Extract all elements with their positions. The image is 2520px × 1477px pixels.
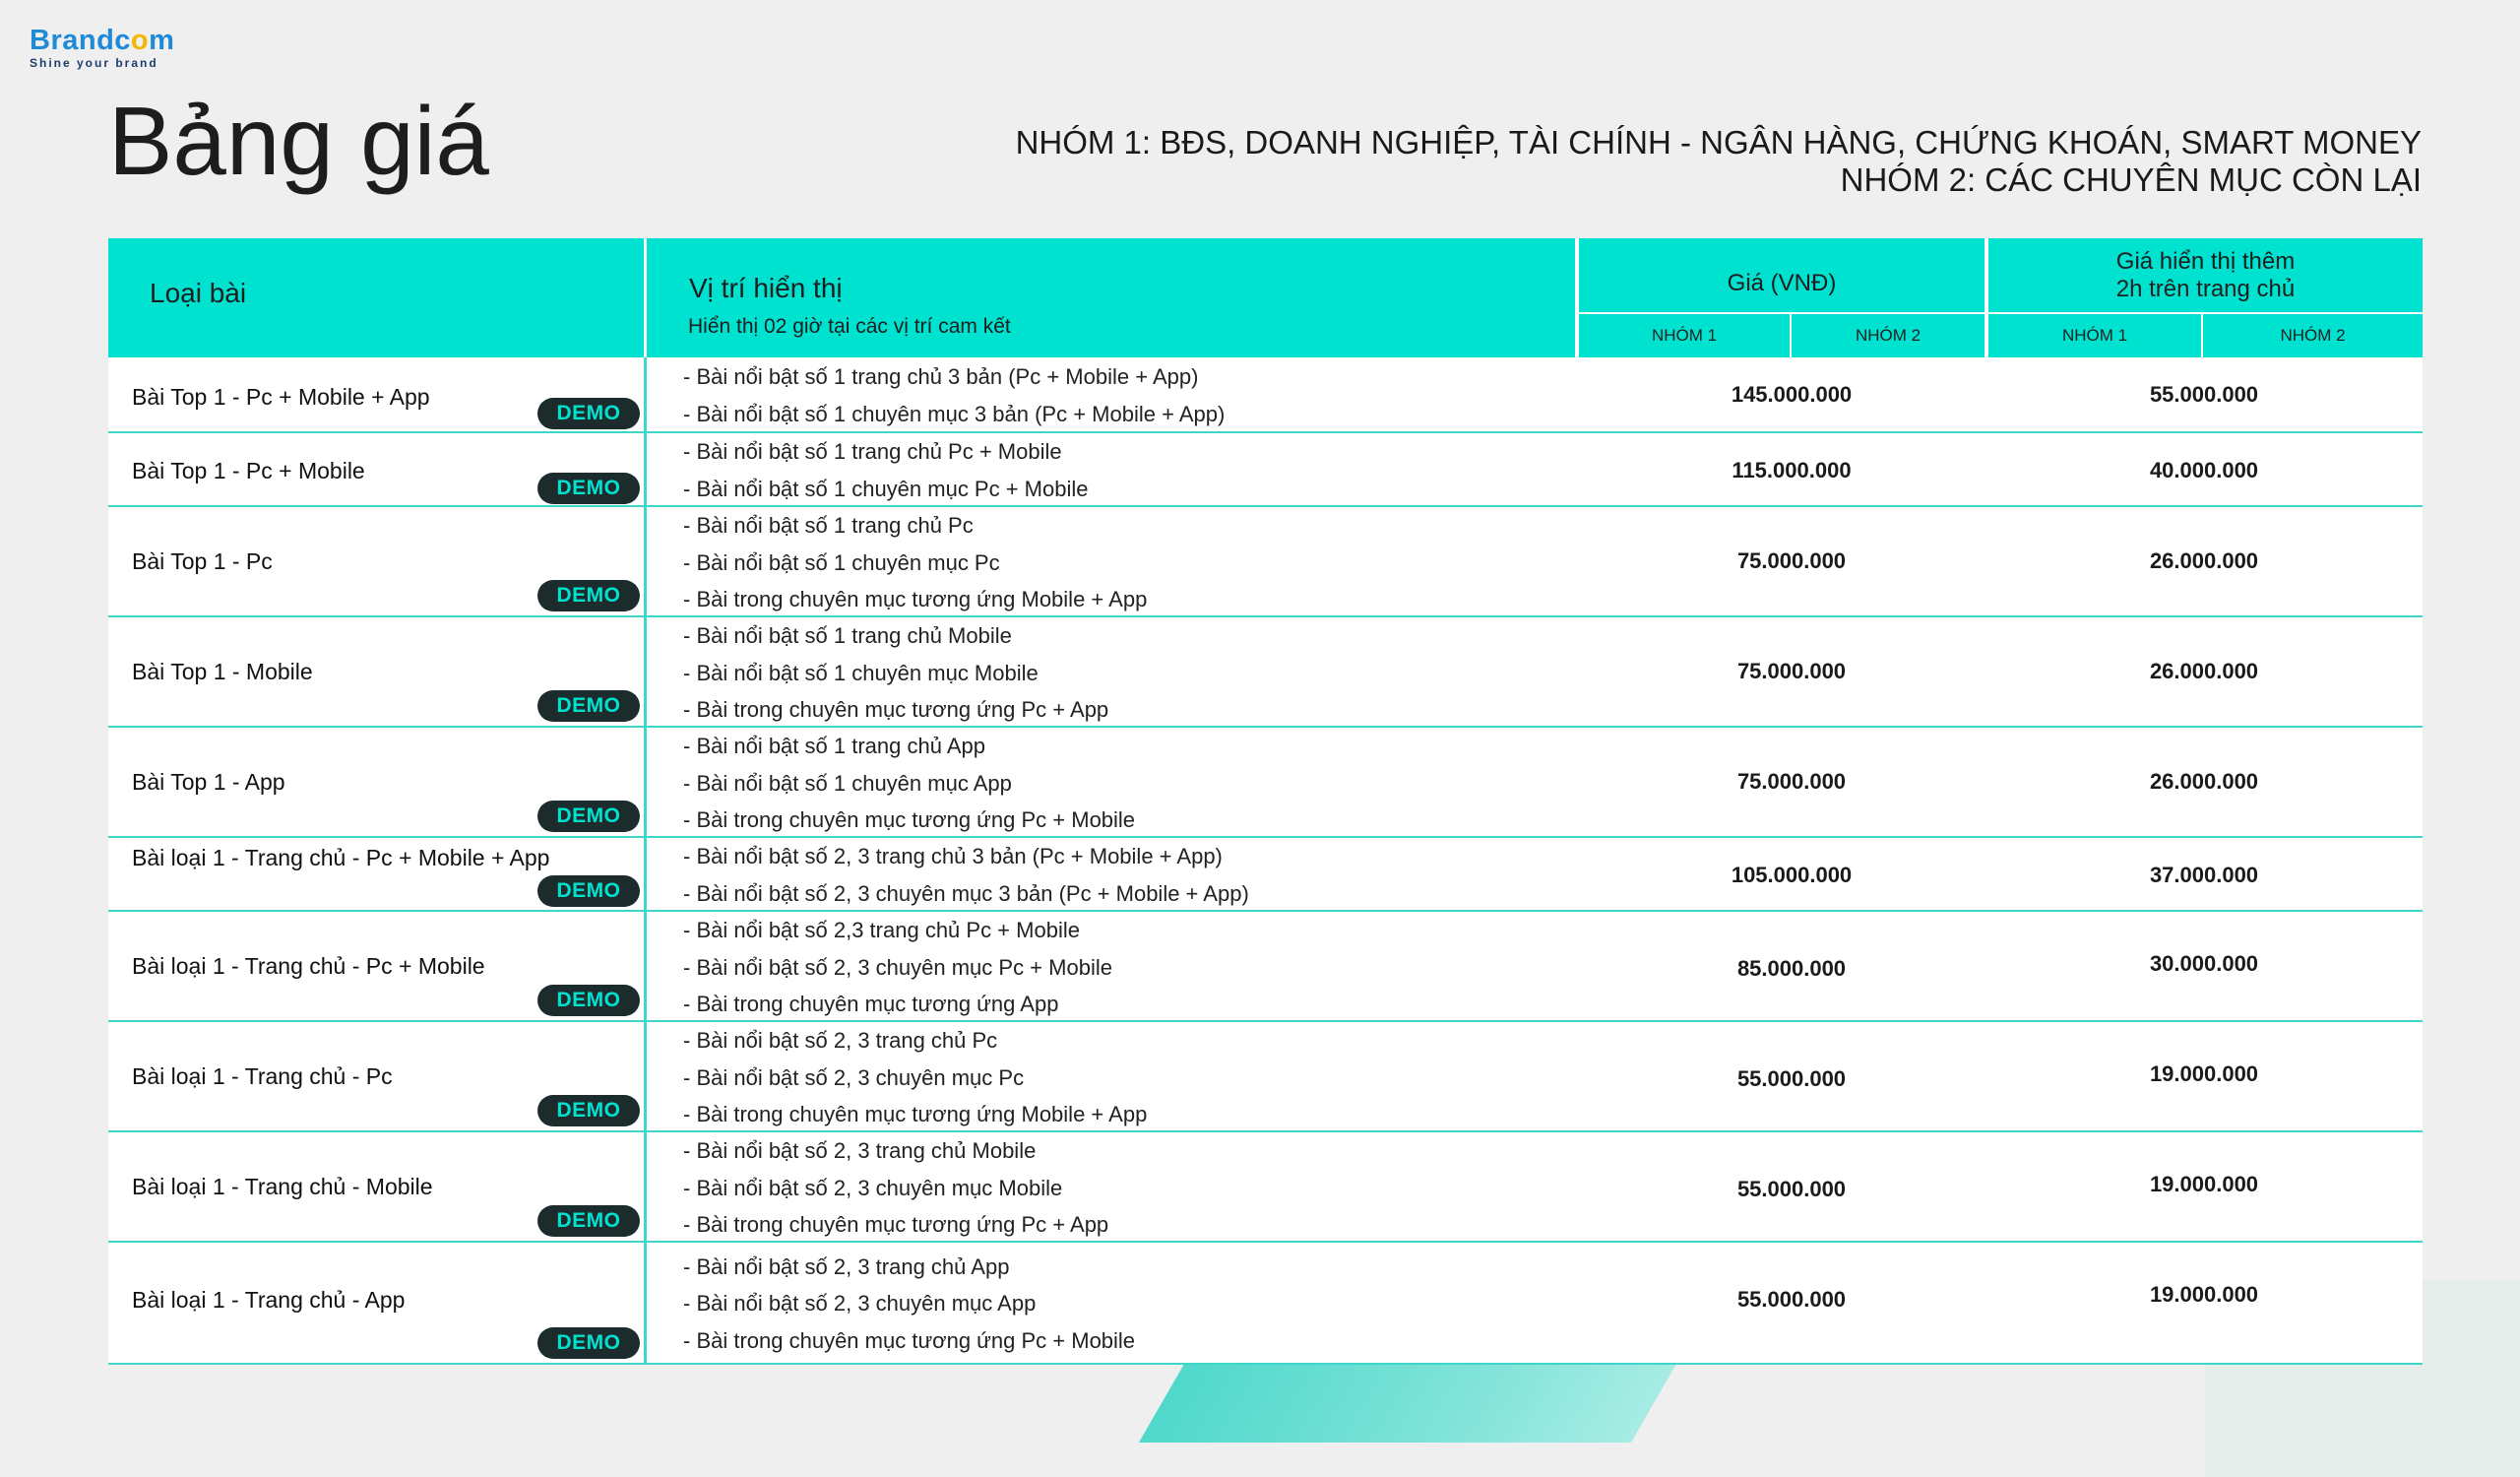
- row-type-label: Bài loại 1 - Trang chủ - Pc: [132, 1063, 393, 1089]
- row-type-label: Bài loại 1 - Trang chủ - App: [132, 1287, 406, 1313]
- position-line: - Bài trong chuyên mục tương ứng Mobile + App: [683, 587, 1148, 611]
- row-positions: [683, 912, 1112, 1023]
- header-position-subtitle: Hiển thị 02 giờ tại các vị trí cam kết: [688, 315, 1011, 338]
- row-positions: [683, 838, 1249, 912]
- header-extra-group2: NHÓM 2: [2280, 326, 2346, 345]
- header-position: Vị trí hiển thị: [689, 273, 843, 303]
- row-type-label: Bài Top 1 - Pc + Mobile + App: [132, 384, 430, 410]
- price-table: [108, 238, 2423, 1365]
- row-price: 115.000.000: [1732, 458, 1852, 482]
- position-line: - Bài nổi bật số 2,3 trang chủ Pc + Mobile: [683, 918, 1080, 942]
- table-row: [108, 1243, 2423, 1365]
- demo-button[interactable]: DEMO: [537, 690, 640, 722]
- row-positions: [683, 433, 1089, 507]
- position-line: - Bài nổi bật số 2, 3 trang chủ Pc: [683, 1028, 998, 1053]
- row-type-label: Bài Top 1 - Pc + Mobile: [132, 458, 365, 483]
- row-price: 75.000.000: [1736, 548, 1847, 573]
- table-row: [108, 433, 2423, 507]
- position-line: - Bài nổi bật số 1 trang chủ App: [683, 734, 985, 758]
- row-extra-price: 30.000.000: [2149, 951, 2259, 976]
- row-type-label: Bài Top 1 - Pc: [132, 548, 273, 574]
- row-type-label: Bài Top 1 - App: [132, 769, 285, 795]
- position-line: - Bài trong chuyên mục tương ứng Mobile + App: [683, 1102, 1148, 1126]
- row-extra-price: 40.000.000: [2149, 458, 2259, 482]
- position-line: - Bài nổi bật số 2, 3 trang chủ App: [683, 1253, 1010, 1279]
- row-price: 55.000.000: [1736, 1066, 1847, 1091]
- row-extra-price: 19.000.000: [2149, 1172, 2259, 1196]
- position-line: - Bài trong chuyên mục tương ứng Pc + Mobile: [683, 807, 1136, 832]
- row-extra-price: 55.000.000: [2149, 382, 2259, 407]
- row-price: 85.000.000: [1736, 956, 1847, 981]
- header-extra: [1988, 248, 2423, 303]
- row-positions: [683, 1132, 1108, 1244]
- table-row: [108, 728, 2423, 838]
- row-positions: [683, 358, 1225, 432]
- position-line: - Bài nổi bật số 1 chuyên mục App: [683, 770, 1012, 796]
- row-extra-price: 26.000.000: [2149, 769, 2259, 794]
- position-line: - Bài nổi bật số 1 chuyên mục Pc: [683, 549, 1000, 575]
- group-2-description: NHÓM 2: CÁC CHUYÊN MỤC CÒN LẠI: [1840, 161, 2422, 198]
- row-extra-price: 37.000.000: [2149, 863, 2259, 887]
- position-line: - Bài nổi bật số 2, 3 chuyên mục App: [683, 1291, 1037, 1316]
- header-extra-cell: [1988, 238, 2423, 357]
- position-line: - Bài nổi bật số 1 trang chủ Mobile: [683, 623, 1012, 648]
- table-row: [108, 1132, 2423, 1243]
- row-price: 55.000.000: [1736, 1287, 1847, 1312]
- demo-button[interactable]: DEMO: [537, 1327, 640, 1359]
- header-price-group2: NHÓM 2: [1855, 326, 1922, 345]
- demo-button[interactable]: DEMO: [537, 473, 640, 504]
- row-type-label: Bài loại 1 - Trang chủ - Pc + Mobile: [132, 953, 485, 979]
- header-price: Giá (VNĐ): [1727, 270, 1837, 296]
- position-line: - Bài nổi bật số 2, 3 chuyên mục Pc: [683, 1064, 1025, 1090]
- table-row: [108, 507, 2423, 617]
- demo-button[interactable]: DEMO: [537, 580, 640, 611]
- header-position-cell: [647, 238, 1575, 357]
- position-line: - Bài nổi bật số 2, 3 trang chủ Mobile: [683, 1138, 1037, 1163]
- row-type-label: Bài loại 1 - Trang chủ - Pc + Mobile + App: [132, 845, 550, 870]
- position-line: - Bài nổi bật số 2, 3 trang chủ 3 bản (Pc + Mobile + App): [683, 844, 1223, 868]
- row-extra-price: 26.000.000: [2149, 659, 2259, 683]
- demo-button[interactable]: DEMO: [537, 875, 640, 907]
- row-positions: [683, 507, 1147, 618]
- position-line: - Bài nổi bật số 1 trang chủ Pc: [683, 513, 974, 538]
- demo-button[interactable]: DEMO: [537, 1205, 640, 1237]
- row-type-label: Bài loại 1 - Trang chủ - Mobile: [132, 1174, 433, 1199]
- position-line: - Bài nổi bật số 2, 3 chuyên mục Mobile: [683, 1175, 1063, 1200]
- row-price: 105.000.000: [1731, 863, 1853, 887]
- table-row: [108, 617, 2423, 728]
- position-line: - Bài trong chuyên mục tương ứng Pc + Mobile: [683, 1327, 1136, 1353]
- row-positions: [683, 1022, 1147, 1133]
- position-line: - Bài nổi bật số 1 chuyên mục 3 bản (Pc + Mobile + App): [683, 401, 1226, 426]
- row-price: 145.000.000: [1731, 382, 1853, 407]
- position-line: - Bài trong chuyên mục tương ứng Pc + App: [683, 697, 1109, 722]
- table-row: [108, 357, 2423, 433]
- brand-name: Brandcom: [30, 25, 175, 56]
- position-line: - Bài nổi bật số 1 trang chủ Pc + Mobile: [683, 439, 1062, 464]
- row-price: 75.000.000: [1736, 769, 1847, 794]
- row-extra-price: 19.000.000: [2149, 1061, 2259, 1086]
- row-type-label: Bài Top 1 - Mobile: [132, 659, 313, 684]
- position-line: - Bài nổi bật số 1 trang chủ 3 bản (Pc + Mobile + App): [683, 364, 1199, 389]
- row-extra-price: 19.000.000: [2149, 1282, 2259, 1307]
- table-row: [108, 1022, 2423, 1132]
- group-legend: [1016, 124, 2422, 199]
- background-teal-stripe: [1139, 1364, 1676, 1443]
- row-price: 75.000.000: [1736, 659, 1847, 683]
- header-extra-group1: NHÓM 1: [2061, 326, 2128, 345]
- brand-logo: [30, 26, 174, 70]
- position-line: - Bài nổi bật số 1 chuyên mục Mobile: [683, 660, 1039, 685]
- position-line: - Bài nổi bật số 2, 3 chuyên mục Pc + Mobile: [683, 954, 1112, 980]
- demo-button[interactable]: DEMO: [537, 985, 640, 1016]
- demo-button[interactable]: DEMO: [537, 1095, 640, 1126]
- header-price-group1: NHÓM 1: [1651, 326, 1718, 345]
- table-row: [108, 838, 2423, 912]
- row-positions: [683, 1249, 1135, 1360]
- header-type-cell: [108, 238, 644, 357]
- table-row: [108, 912, 2423, 1022]
- row-positions: [683, 728, 1135, 839]
- header-extra-line1: Giá hiển thị thêm: [2115, 248, 2296, 275]
- row-price: 55.000.000: [1736, 1177, 1847, 1201]
- header-price-cell: [1579, 238, 1984, 357]
- group-1-description: NHÓM 1: BĐS, DOANH NGHIỆP, TÀI CHÍNH - NGÂN HÀNG, CHỨNG KHOÁN, SMART MONEY: [1015, 124, 2422, 161]
- header-type: Loại bài: [150, 278, 247, 308]
- brand-tagline: Shine your brand: [30, 56, 158, 70]
- position-line: - Bài trong chuyên mục tương ứng Pc + App: [683, 1212, 1109, 1237]
- position-line: - Bài nổi bật số 2, 3 chuyên mục 3 bản (Pc + Mobile + App): [683, 880, 1249, 906]
- row-positions: [683, 617, 1108, 729]
- position-line: - Bài trong chuyên mục tương ứng App: [683, 992, 1059, 1016]
- demo-button[interactable]: DEMO: [537, 801, 640, 832]
- page-title: Bảng giá: [108, 87, 489, 195]
- position-line: - Bài nổi bật số 1 chuyên mục Pc + Mobile: [683, 476, 1089, 501]
- header-extra-line2: 2h trên trang chủ: [2115, 276, 2296, 302]
- row-extra-price: 26.000.000: [2149, 548, 2259, 573]
- demo-button[interactable]: DEMO: [537, 398, 640, 429]
